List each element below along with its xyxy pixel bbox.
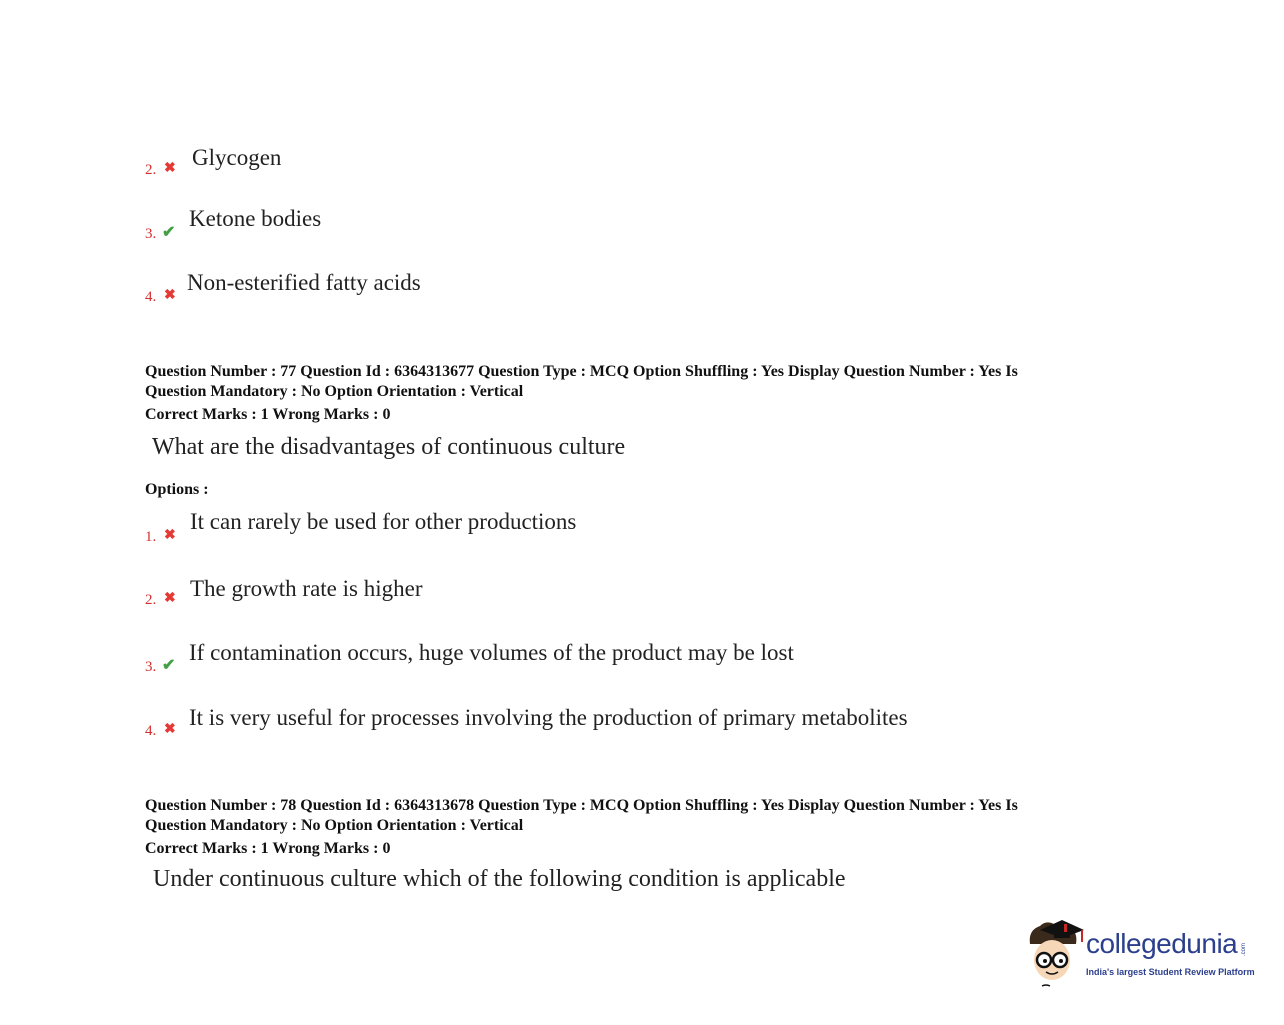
collegedunia-logo	[1024, 916, 1264, 992]
correct-check-icon: ✔	[162, 224, 176, 241]
wrong-cross-icon: ✖	[164, 288, 176, 303]
brand-name: collegedunia	[1086, 928, 1238, 959]
option-text: Glycogen	[192, 145, 282, 170]
options-label: Options :	[145, 481, 209, 498]
wrong-cross-icon: ✖	[164, 528, 176, 543]
option-number: 4.	[145, 289, 157, 305]
option-text: Ketone bodies	[189, 206, 322, 231]
option-number: 3.	[145, 226, 157, 242]
mascot-icon	[1024, 916, 1086, 988]
option-text: Non-esterified fatty acids	[187, 270, 421, 295]
option-text: It can rarely be used for other productions	[190, 509, 577, 534]
question-text: What are the disadvantages of continuous culture	[152, 434, 626, 460]
brand-domain: .com	[1241, 943, 1247, 957]
option-text: If contamination occurs, huge volumes of the product may be lost	[189, 640, 794, 665]
option-number: 4.	[145, 723, 157, 739]
question-meta-line1: Question Number : 78 Question Id : 6364313678 Question Type : MCQ Option Shuffling : Yes Display Question Number : Yes Is	[145, 797, 1018, 814]
wrong-cross-icon: ✖	[164, 591, 176, 606]
option-text: The growth rate is higher	[190, 576, 423, 601]
option-number: 2.	[145, 592, 157, 608]
correct-check-icon: ✔	[162, 657, 176, 674]
option-text: It is very useful for processes involving the production of primary metabolites	[189, 705, 908, 730]
wrong-cross-icon: ✖	[164, 722, 176, 737]
wrong-cross-icon: ✖	[164, 161, 176, 176]
brand-tagline: India's largest Student Review Platform	[1086, 967, 1255, 977]
question-meta-line2: Question Mandatory : No Option Orientation : Vertical	[145, 817, 524, 834]
question-text: Under continuous culture which of the following condition is applicable	[153, 866, 846, 892]
option-number: 1.	[145, 529, 157, 545]
question-meta-line1: Question Number : 77 Question Id : 6364313677 Question Type : MCQ Option Shuffling : Yes Display Question Number : Yes Is	[145, 363, 1018, 380]
option-number: 2.	[145, 162, 157, 178]
question-marks: Correct Marks : 1 Wrong Marks : 0	[145, 840, 391, 857]
question-meta-line2: Question Mandatory : No Option Orientation : Vertical	[145, 383, 524, 400]
option-number: 3.	[145, 659, 157, 675]
question-marks: Correct Marks : 1 Wrong Marks : 0	[145, 406, 391, 423]
